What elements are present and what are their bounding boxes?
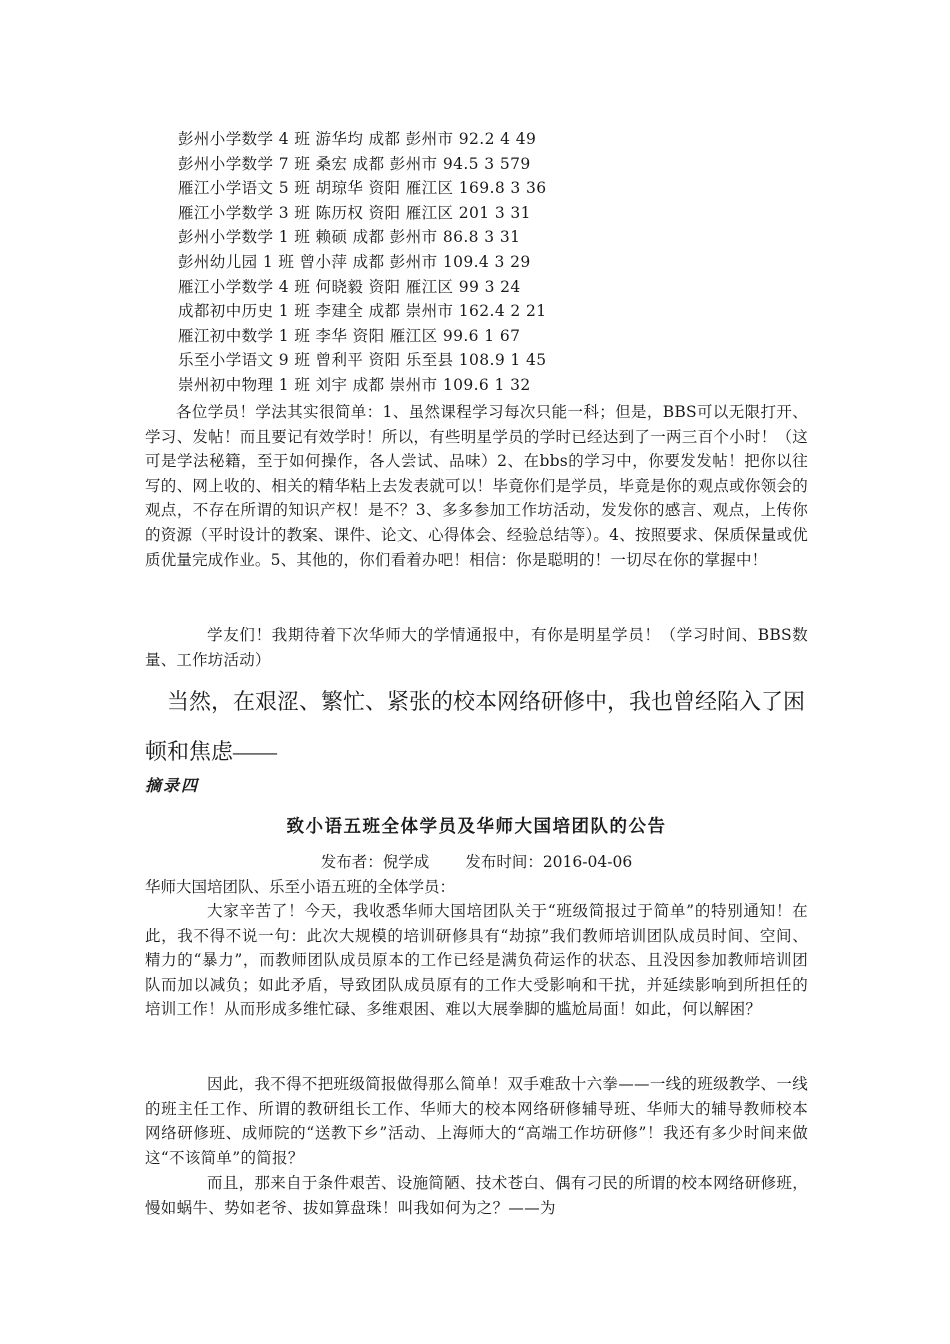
list-item: 彭州幼儿园 1 班 曾小萍 成都 彭州市 109.4 3 29 (178, 252, 531, 271)
notice-publisher: 发布者：倪学成 (320, 853, 430, 871)
list-item: 彭州小学数学 7 班 桑宏 成都 彭州市 94.5 3 579 (178, 154, 531, 173)
list-item: 崇州初中物理 1 班 刘宇 成都 崇州市 109.6 1 32 (178, 375, 531, 394)
list-item: 彭州小学数学 4 班 游华均 成都 彭州市 92.2 4 49 (178, 130, 537, 148)
notice-addressee: 华师大国培团队、乐至小语五班的全体学员： (145, 878, 456, 896)
notice-paragraph: 而且，那来自于条件艰苦、设施简陋、技术苍白、偶有刁民的所谓的校本网络研修班，慢如蜗牛、势如老爷、拔如算盘珠！叫我如何为之？——为 (145, 1174, 808, 1217)
list-item: 彭州小学数学 1 班 赖硕 成都 彭州市 86.8 3 31 (178, 228, 521, 247)
notice-paragraph: 大家辛苦了！今天，我收悉华师大国培团队关于“班级简报过于简单”的特别通知！在此，我不得不说一句：此次大规模的培训研修具有“劫掠”我们教师培训团队成员时间、空间、精力的“暴力”，而教师团队成员原本的工作已经是满负荷运作的状态、且没因参加教师培训团队而加以减负；如此矛盾，导致团队成员原有的工作大受影响和干扰，并延续影响到所担任的培训工作！从而形成多维忙碌、多维艰困、难以大展拳脚的尴尬局面！如此，何以解困？ (145, 902, 808, 1019)
star-student-list (178, 127, 818, 398)
list-item: 乐至小学语文 9 班 曾利平 资阳 乐至县 108.9 1 45 (178, 351, 547, 370)
notice-paragraph: 因此，我不得不把班级简报做得那么简单！双手难敌十六拳——一线的班级教学、一线的班主任工作、所谓的教研组长工作、华师大的校本网络研修辅导班、华师大的辅导教师校本网络研修班、成师院的“送教下乡”活动、上海师大的“高端工作坊研修”！我还有多少时间来做这“不该简单”的简报？ (145, 1075, 808, 1167)
notice-publish-time: 发布时间：2016-04-06 (465, 853, 633, 871)
list-item: 雁江初中数学 1 班 李华 资阳 雁江区 99.6 1 67 (178, 326, 521, 345)
notice-meta (145, 850, 808, 872)
transition-text: 当然，在艰涩、繁忙、紧张的校本网络研修中，我也曾经陷入了困顿和焦虑—— (145, 689, 806, 764)
list-item: 雁江小学数学 4 班 何晓毅 资阳 雁江区 99 3 24 (178, 277, 521, 296)
study-tips-paragraph: 各位学员！学法其实很简单：1、虽然课程学习每次只能一科；但是，BBS可以无限打开、学习、发帖！而且要记有效学时！所以，有些明星学员的学时已经达到了一两三百个小时！（这可是学法秘籍，至于如何操作，各人尝试、品味）2、在bbs的学习中，你要发发帖！把你以往写的、网上收的、相关的精华粘上去发表就可以！毕竟你们是学员，毕竟是你的观点或你领会的观点，不存在所谓的知识产权！是不？3、多多参加工作坊活动，发发你的感言、观点，上传你的资源（平时设计的教案、课件、论文、心得体会、经验总结等）。4、按照要求、保质保量或优质优量完成作业。5、其他的，你们看着办吧！相信：你是聪明的！一切尽在你的掌握中！ (145, 403, 808, 569)
list-item: 雁江小学语文 5 班 胡琼华 资阳 雁江区 169.8 3 36 (178, 179, 547, 198)
expectation-paragraph: 学友们！我期待着下次华师大的学情通报中，有你是明星学员！（学习时间、BBS数量、工作坊活动） (145, 626, 808, 669)
excerpt-label: 摘录四 (145, 776, 200, 795)
list-item: 雁江小学数学 3 班 陈历权 资阳 雁江区 201 3 31 (178, 203, 531, 222)
notice-title: 致小语五班全体学员及华师大国培团队的公告 (286, 817, 667, 837)
list-item: 成都初中历史 1 班 李建全 成都 崇州市 162.4 2 21 (178, 302, 547, 321)
